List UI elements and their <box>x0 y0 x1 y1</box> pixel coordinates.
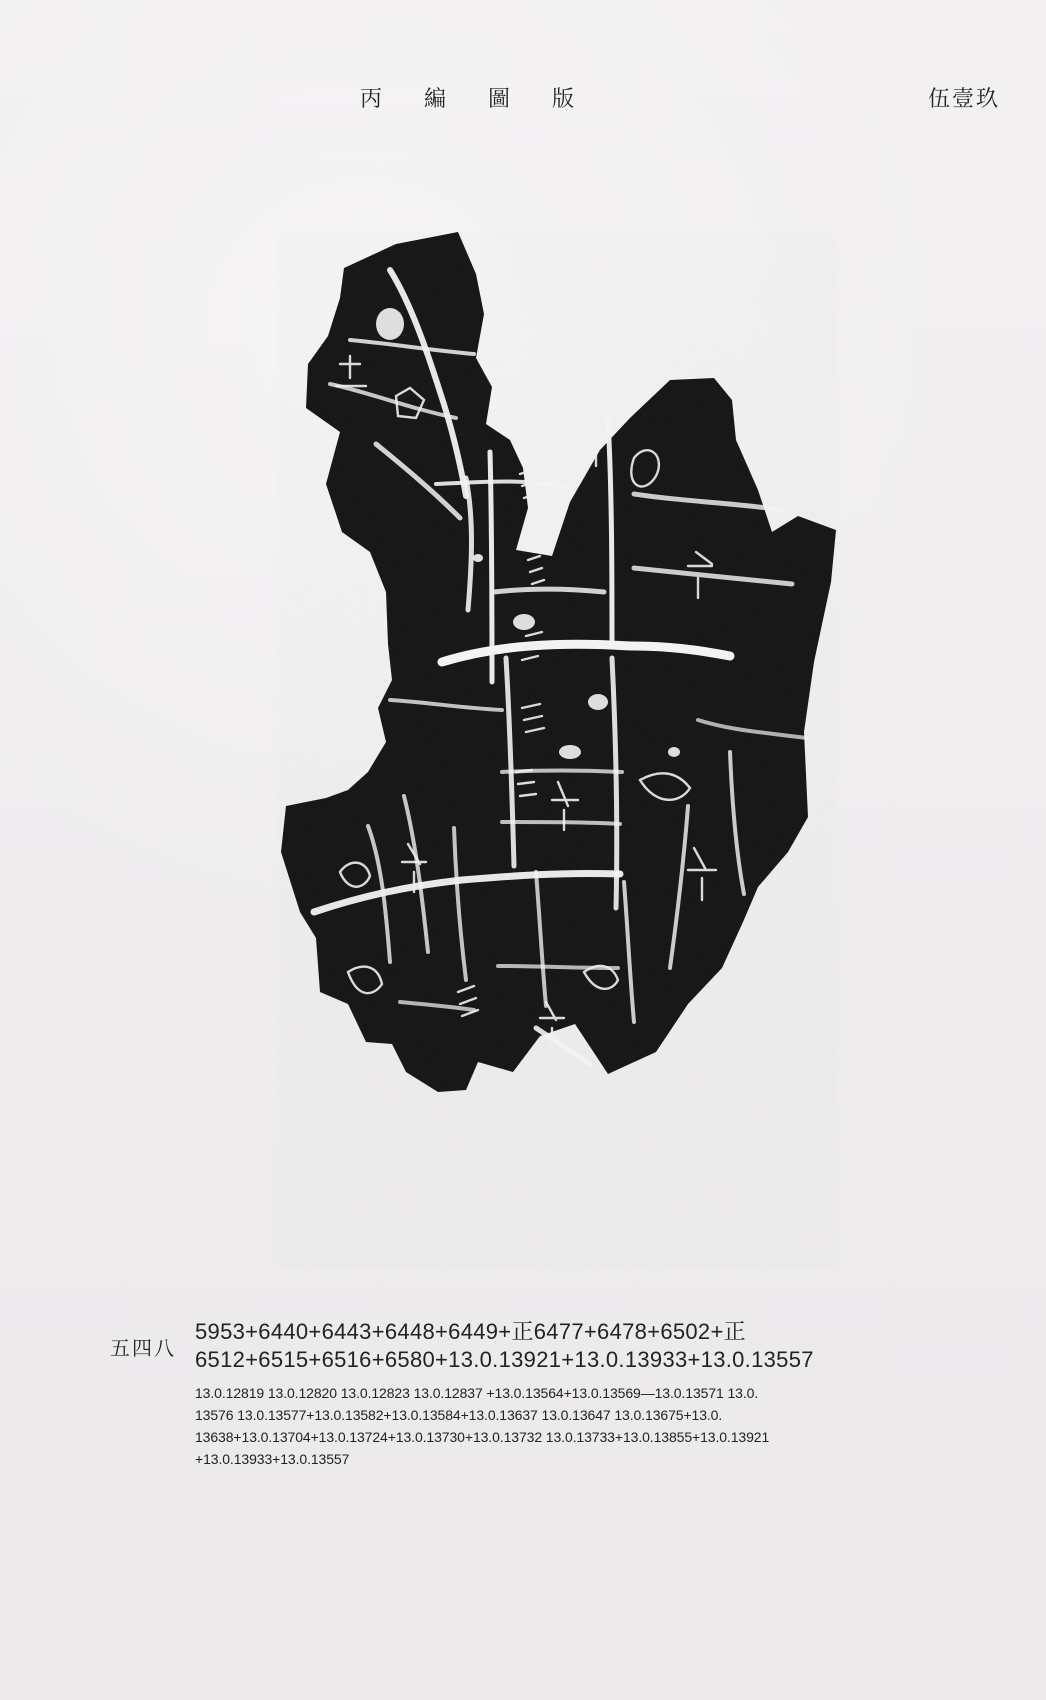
caption-sub-line-1: 13.0.12819 13.0.12820 13.0.12823 13.0.12837 +13.0.13564+13.0.13569—13.0.13571 13.0. <box>195 1385 759 1401</box>
caption-main-line-1: 5953+6440+6443+6448+6449+正6477+6478+6502+正 <box>195 1319 746 1344</box>
caption-sub-line-4: +13.0.13933+13.0.13557 <box>195 1451 350 1467</box>
paper-grain-texture <box>278 232 838 1267</box>
caption-number: 五四八 <box>110 1336 176 1360</box>
oracle-bone-image <box>278 232 838 1267</box>
caption-main <box>195 1318 895 1374</box>
caption-sub <box>195 1382 915 1470</box>
header-title: 丙編圖版 <box>360 87 617 112</box>
caption-main-line-2: 6512+6515+6516+6580+13.0.13921+13.0.13933+13.0.13557 <box>195 1347 814 1372</box>
caption-sub-line-2: 13576 13.0.13577+13.0.13582+13.0.13584+13.0.13637 13.0.13647 13.0.13675+13.0. <box>195 1407 723 1423</box>
caption-sub-line-3: 13638+13.0.13704+13.0.13724+13.0.13730+13.0.13732 13.0.13733+13.0.13855+13.0.13921 <box>195 1429 770 1445</box>
oracle-bone-rubbing <box>278 232 838 1267</box>
page-number: 伍壹玖 <box>927 87 1000 112</box>
